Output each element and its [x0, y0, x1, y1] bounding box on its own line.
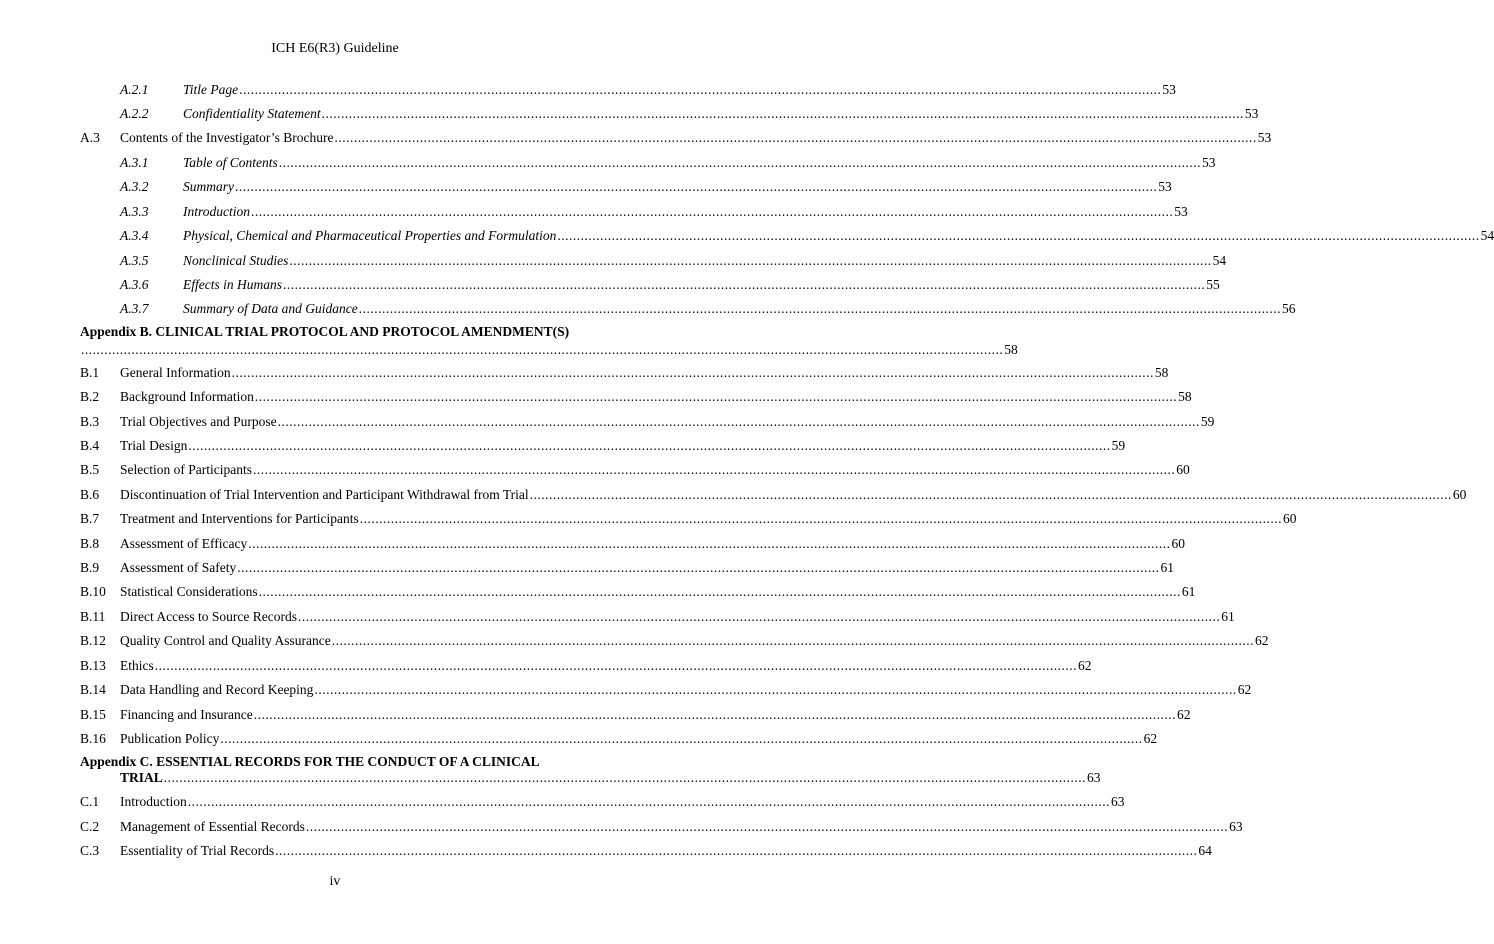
- toc-page: 64: [1198, 843, 1212, 858]
- toc-number: B.16: [80, 731, 106, 746]
- leader-dots: [237, 558, 1159, 578]
- leader-dots: [283, 275, 1205, 295]
- toc-title: Management of Essential Records: [120, 819, 305, 834]
- toc-title: Selection of Participants: [120, 462, 252, 477]
- toc-number: B.13: [80, 658, 106, 673]
- toc-page: 53: [1244, 106, 1259, 121]
- toc-title: Physical, Chemical and Pharmaceutical Properties and Formulation: [183, 228, 557, 243]
- toc-entry[interactable]: [80, 460, 1190, 480]
- toc-page: 61: [1181, 584, 1196, 599]
- toc-entry[interactable]: [80, 729, 1158, 749]
- toc-title: General Information: [120, 365, 231, 380]
- toc-title: Essentiality of Trial Records: [120, 843, 275, 858]
- toc-entry[interactable]: [80, 792, 1125, 812]
- toc-page: 58: [1178, 389, 1192, 404]
- toc-entry[interactable]: [80, 705, 1191, 725]
- toc-page: 53: [1174, 204, 1188, 219]
- toc-page: 58: [1154, 365, 1169, 380]
- toc-number: B.9: [80, 560, 100, 575]
- toc-entry[interactable]: [80, 387, 1192, 407]
- toc-page: 53: [1162, 82, 1176, 97]
- toc-number: B.15: [80, 707, 106, 722]
- toc-title: Effects in Humans: [183, 277, 282, 292]
- toc-title: Statistical Considerations: [120, 584, 258, 599]
- toc-entry[interactable]: [80, 153, 1216, 173]
- leader-dots: [188, 792, 1110, 812]
- leader-dots: [188, 436, 1110, 456]
- toc-number: B.10: [80, 584, 106, 599]
- toc-number: A.2.1: [120, 82, 149, 97]
- toc-entry[interactable]: [80, 202, 1188, 222]
- toc-title: Assessment of Efficacy: [120, 536, 248, 551]
- toc-number: B.5: [80, 462, 100, 477]
- toc-number: C.1: [80, 794, 100, 809]
- toc-title: Contents of the Investigator’s Brochure: [120, 130, 334, 145]
- toc-title: Quality Control and Quality Assurance: [120, 633, 331, 648]
- leader-dots: [332, 631, 1254, 651]
- toc-entry[interactable]: [80, 817, 1243, 837]
- toc-page: 60: [1452, 487, 1467, 502]
- toc-page: 60: [1282, 511, 1297, 526]
- toc-title: Introduction: [183, 204, 250, 219]
- toc-entry[interactable]: [80, 485, 1467, 505]
- toc-title: Financing and Insurance: [120, 707, 253, 722]
- toc-number: B.4: [80, 438, 100, 453]
- toc-entry[interactable]: [80, 251, 1227, 271]
- toc-entry[interactable]: [80, 80, 1176, 100]
- leader-dots: [220, 729, 1142, 749]
- toc-number: B.8: [80, 536, 100, 551]
- running-header: ICH E6(R3) Guideline: [271, 41, 399, 56]
- leader-dots: [314, 680, 1236, 700]
- leader-dots: [530, 485, 1452, 505]
- appendix-c-heading[interactable]: Appendix C. ESSENTIAL RECORDS FOR THE CONDUCT OF A CLINICAL: [80, 754, 540, 769]
- toc-title: Introduction: [120, 794, 187, 809]
- leader-dots: [306, 817, 1228, 837]
- toc-number: B.12: [80, 633, 106, 648]
- toc-page: 59: [1200, 414, 1215, 429]
- toc-entry[interactable]: [80, 226, 1494, 246]
- toc-page: 62: [1254, 633, 1269, 648]
- toc-entry[interactable]: [80, 582, 1196, 602]
- toc-title: Title Page: [183, 82, 239, 97]
- toc-page: 53: [1257, 130, 1272, 145]
- toc-entry[interactable]: [80, 631, 1269, 651]
- toc-entry[interactable]: [80, 412, 1215, 432]
- toc-title: Summary of Data and Guidance: [183, 301, 358, 316]
- toc-title: Publication Policy: [120, 731, 220, 746]
- toc-entry[interactable]: [80, 275, 1220, 295]
- toc-page: 58: [1004, 342, 1018, 357]
- leader-dots: [239, 80, 1161, 100]
- toc-page: 54: [1212, 253, 1227, 268]
- toc-number: B.2: [80, 389, 100, 404]
- toc-number: A.3.1: [120, 155, 149, 170]
- toc-number: B.11: [80, 609, 106, 624]
- leader-dots: [322, 104, 1244, 124]
- toc-title: Confidentiality Statement: [183, 106, 321, 121]
- leader-dots: [253, 460, 1175, 480]
- toc-number: A.3.2: [120, 179, 149, 194]
- appendix-b-leader[interactable]: [80, 340, 1018, 360]
- toc-number: A.3: [80, 130, 100, 145]
- leader-dots: [251, 202, 1173, 222]
- leader-dots: [278, 412, 1200, 432]
- toc-title: Trial Design: [120, 438, 188, 453]
- toc-number: A.3.5: [120, 253, 149, 268]
- toc-entry[interactable]: [80, 558, 1174, 578]
- toc-page: 62: [1176, 707, 1191, 722]
- leader-dots: [232, 363, 1154, 383]
- toc-number: B.7: [80, 511, 100, 526]
- toc-title: Table of Contents: [183, 155, 278, 170]
- leader-dots: [298, 607, 1220, 627]
- toc-number: C.2: [80, 819, 100, 834]
- toc-title: Treatment and Interventions for Participants: [120, 511, 359, 526]
- toc-title: Discontinuation of Trial Intervention and Participant Withdrawal from Trial: [120, 487, 529, 502]
- leader-dots: [255, 387, 1177, 407]
- page-number: iv: [329, 874, 341, 889]
- toc-entry[interactable]: [80, 680, 1252, 700]
- leader-dots: [334, 128, 1256, 148]
- toc-title: Assessment of Safety: [120, 560, 237, 575]
- appendix-c-heading-cont: TRIAL: [120, 770, 163, 785]
- toc-entry[interactable]: [80, 128, 1272, 148]
- toc-page: 61: [1160, 560, 1174, 575]
- toc-title: Background Information: [120, 389, 254, 404]
- toc-number: B.14: [80, 682, 106, 697]
- leader-dots: [235, 177, 1157, 197]
- toc-title: Summary: [183, 179, 234, 194]
- toc-number: A.3.4: [120, 228, 149, 243]
- toc-page: 60: [1171, 536, 1185, 551]
- toc-entry[interactable]: [80, 177, 1172, 197]
- toc-number: A.3.3: [120, 204, 149, 219]
- toc-entry[interactable]: [80, 299, 1296, 319]
- toc-entry[interactable]: [80, 656, 1092, 676]
- toc-entry[interactable]: [80, 436, 1126, 456]
- toc-page: 60: [1176, 462, 1190, 477]
- toc-title: Ethics: [120, 658, 154, 673]
- toc-number: B.1: [80, 365, 100, 380]
- toc-number: B.3: [80, 414, 100, 429]
- toc-entry[interactable]: [80, 104, 1259, 124]
- toc-number: C.3: [80, 843, 100, 858]
- toc-title: Trial Objectives and Purpose: [120, 414, 277, 429]
- toc-page: 63: [1229, 819, 1243, 834]
- leader-dots: [259, 582, 1181, 602]
- toc-entry[interactable]: [80, 534, 1185, 554]
- toc-entry[interactable]: [80, 363, 1169, 383]
- toc-page: 54: [1480, 228, 1494, 243]
- leader-dots: [289, 251, 1211, 271]
- leader-dots: [164, 768, 1086, 788]
- toc-number: A.2.2: [120, 106, 149, 121]
- toc-entry[interactable]: [80, 607, 1235, 627]
- leader-dots: [360, 509, 1282, 529]
- leader-dots: [155, 656, 1077, 676]
- toc-entry[interactable]: [80, 509, 1297, 529]
- toc-title: Direct Access to Source Records: [120, 609, 297, 624]
- toc-page: 53: [1202, 155, 1216, 170]
- toc-page: 62: [1143, 731, 1158, 746]
- toc-page: 62: [1237, 682, 1252, 697]
- toc-number: A.3.6: [120, 277, 149, 292]
- toc-page: 55: [1206, 277, 1220, 292]
- leader-dots: [359, 299, 1281, 319]
- leader-dots: [557, 226, 1479, 246]
- leader-dots: [254, 705, 1176, 725]
- toc-page: 59: [1111, 438, 1126, 453]
- appendix-b-heading[interactable]: Appendix B. CLINICAL TRIAL PROTOCOL AND PROTOCOL AMENDMENT(S): [80, 324, 570, 339]
- leader-dots: [81, 340, 1003, 360]
- toc-page: 62: [1078, 658, 1092, 673]
- appendix-c-leader[interactable]: [120, 768, 1101, 788]
- toc-page: 63: [1087, 770, 1101, 785]
- toc-title: Nonclinical Studies: [183, 253, 289, 268]
- leader-dots: [248, 534, 1170, 554]
- toc-page: 53: [1158, 179, 1172, 194]
- toc-number: B.6: [80, 487, 100, 502]
- leader-dots: [279, 153, 1201, 173]
- toc-entry[interactable]: [80, 841, 1212, 861]
- toc-title: Data Handling and Record Keeping: [120, 682, 314, 697]
- toc-page: 63: [1111, 794, 1125, 809]
- toc-number: A.3.7: [120, 301, 149, 316]
- leader-dots: [275, 841, 1197, 861]
- toc-page: 61: [1221, 609, 1235, 624]
- toc-page: 56: [1281, 301, 1296, 316]
